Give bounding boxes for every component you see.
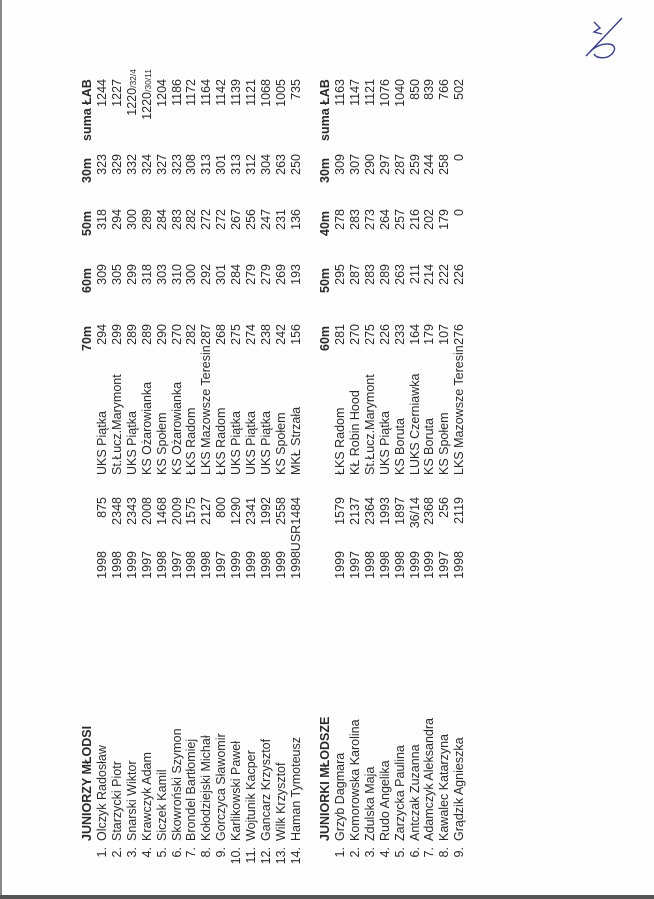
table-row	[95, 0, 110, 899]
license-number: 1897	[392, 497, 407, 525]
athlete-name: Komorowska Karolina	[347, 719, 362, 841]
club-name: KS Społem	[273, 412, 288, 475]
rank-number: 6.	[169, 847, 184, 858]
column-header: 30m	[318, 157, 332, 183]
distance-score-3: 284	[154, 209, 169, 230]
distance-score-3: 231	[273, 209, 288, 230]
total-score	[214, 79, 230, 159]
column-header: 60m	[80, 267, 94, 293]
club-name: KS Ożarowianka	[169, 381, 184, 475]
table-row	[452, 0, 467, 899]
table-row	[155, 0, 170, 899]
club-name: KS Boruta	[422, 418, 437, 475]
club-name: KS Społem	[154, 412, 169, 475]
license-number: 2364	[362, 497, 377, 525]
distance-score-3: 272	[214, 209, 229, 230]
rank-number: 3.	[124, 847, 139, 858]
license-number: 2119	[452, 497, 467, 524]
total-score	[274, 79, 290, 159]
distance-score-1: 289	[139, 324, 154, 345]
distance-score-1: 107	[437, 324, 452, 345]
distance-score-4: 258	[437, 154, 452, 175]
rank-number: 4.	[377, 847, 392, 858]
athlete-name: Siczek Kamil	[154, 769, 169, 841]
total-value: 1076	[377, 79, 392, 107]
distance-score-4: 287	[392, 154, 407, 175]
distance-score-3: 136	[288, 209, 303, 230]
table-row	[393, 0, 408, 899]
total-value: 1068	[258, 79, 273, 107]
rank-number: 6.	[407, 847, 422, 858]
rank-number: 2.	[109, 847, 124, 858]
total-value: 1005	[273, 79, 288, 107]
total-value: 766	[437, 79, 452, 100]
distance-score-2: 284	[229, 264, 244, 285]
total-value: 1147	[347, 79, 362, 106]
distance-score-1: 275	[229, 324, 244, 345]
total-value: 1244	[95, 79, 109, 107]
birth-year: 1999	[422, 551, 437, 579]
distance-score-1: 289	[124, 324, 139, 345]
total-value: 1121	[362, 79, 377, 106]
birth-year: 1998	[95, 551, 109, 579]
distance-score-2: 193	[288, 264, 303, 285]
distance-score-1: 270	[347, 324, 362, 345]
distance-score-2: 301	[214, 264, 229, 285]
table-row	[422, 0, 437, 899]
distance-score-2: 292	[199, 264, 214, 285]
distance-score-2: 318	[139, 264, 154, 285]
athlete-name: Krawczyk Adam	[139, 752, 154, 841]
birth-year: 1997	[139, 551, 154, 579]
table-row	[110, 0, 125, 899]
athlete-name: Grądzik Agnieszka	[452, 737, 467, 841]
distance-score-4: 332	[124, 154, 139, 175]
distance-score-1: 294	[95, 324, 109, 345]
club-name: St.Łucz.Marymont	[109, 374, 124, 475]
distance-score-1: 275	[362, 324, 377, 345]
total-value: 1227	[109, 79, 124, 107]
rank-number: 11.	[244, 847, 258, 864]
rank-number: 5.	[154, 847, 169, 858]
column-header: 40m	[318, 210, 332, 236]
distance-score-4: 329	[109, 154, 124, 175]
club-name: UKS Piątka	[244, 411, 258, 475]
distance-score-4: 312	[244, 154, 258, 175]
distance-score-4: 250	[288, 154, 303, 175]
distance-score-2: 226	[452, 264, 467, 285]
section-title: JUNIORKI MŁODSZE	[318, 716, 332, 841]
athlete-name: Gorczyca Sławomir	[214, 733, 229, 841]
club-name: UKS Piątka	[377, 411, 392, 475]
distance-score-1: 270	[169, 324, 184, 345]
distance-score-1: 281	[333, 324, 347, 345]
athlete-name: Brondel Bartłomiej	[184, 738, 199, 841]
total-score	[363, 79, 379, 159]
club-name: St.Łucz.Marymont	[362, 374, 377, 475]
total-value: 1164	[199, 79, 214, 106]
distance-score-2: 309	[95, 264, 109, 285]
distance-score-4: 313	[229, 154, 244, 175]
club-name: KS Boruta	[392, 418, 407, 475]
club-name: MKŁ Strzała	[288, 406, 303, 475]
distance-score-1: 238	[258, 324, 273, 345]
distance-score-3: 256	[244, 209, 258, 230]
distance-score-4: 323	[95, 154, 109, 175]
total-value: 1186	[169, 79, 184, 106]
club-name: UKS Piątka	[229, 411, 244, 475]
table-row	[229, 0, 244, 899]
rank-number: 5.	[392, 847, 407, 858]
distance-score-3: 283	[347, 209, 362, 230]
distance-score-1: 290	[154, 324, 169, 345]
distance-score-4: 259	[407, 154, 422, 175]
license-number: 1575	[184, 497, 199, 525]
rank-number: 7.	[184, 847, 199, 858]
distance-score-1: 164	[407, 324, 422, 345]
license-number: 2127	[199, 497, 214, 525]
rank-number: 12.	[258, 847, 273, 865]
total-value: 735	[288, 79, 303, 100]
license-number: 1992	[258, 497, 273, 525]
athlete-name: Antczak Zuzanna	[407, 744, 422, 841]
birth-year: 1999	[273, 551, 288, 579]
distance-score-2: 303	[154, 264, 169, 285]
athlete-name: Wojtunik Kacper	[244, 750, 258, 841]
athlete-name: Starzycki Piotr	[109, 761, 124, 841]
total-score	[437, 79, 453, 159]
distance-score-2: 214	[422, 264, 437, 285]
distance-score-2: 310	[169, 264, 184, 285]
license-number: 2009	[169, 497, 184, 525]
club-name: LKS Mazowsze Teresin	[452, 345, 467, 475]
distance-score-2: 263	[392, 264, 407, 285]
rank-number: 13.	[273, 847, 288, 865]
license-number: 1290	[229, 497, 244, 525]
rank-number: 2.	[347, 847, 362, 858]
distance-score-2: 305	[109, 264, 124, 285]
distance-score-1: 282	[184, 324, 199, 345]
athlete-name: Kawalec Katarzyna	[437, 733, 452, 841]
club-name: ŁKS Radom	[214, 407, 229, 475]
distance-score-4: 301	[214, 154, 229, 175]
table-row	[333, 0, 348, 899]
total-score	[452, 79, 468, 159]
athlete-name: Skowroński Szymon	[169, 728, 184, 841]
table-row	[244, 0, 259, 899]
total-value: 839	[422, 79, 437, 100]
athlete-name: Grzyb Dagmara	[333, 752, 347, 841]
distance-score-2: 289	[377, 264, 392, 285]
license-number: 2008	[139, 497, 154, 525]
distance-score-3: 282	[184, 209, 199, 230]
distance-score-3: 318	[95, 209, 109, 230]
distance-score-4: 323	[169, 154, 184, 175]
total-score	[348, 79, 364, 159]
rank-number: 7.	[422, 847, 437, 858]
license-number: 1993	[377, 497, 392, 525]
birth-year: 1999	[333, 551, 347, 579]
club-name: KŁ Robin Hood	[347, 390, 362, 475]
table-row	[259, 0, 274, 899]
birth-year: 1998	[199, 551, 214, 579]
distance-score-3: 294	[109, 209, 124, 230]
distance-score-4: 308	[184, 154, 199, 175]
table-row	[408, 0, 423, 899]
total-value: 1040	[392, 79, 407, 107]
distance-score-2: 283	[362, 264, 377, 285]
total-value: 850	[407, 79, 422, 100]
total-score	[95, 79, 111, 159]
total-value: 1220	[139, 92, 154, 120]
rank-number: 1.	[95, 847, 109, 858]
birth-year: 1998	[362, 551, 377, 579]
birth-year: 1999	[229, 551, 244, 579]
athlete-name: Zdulska Maja	[362, 766, 377, 841]
birth-year: 1997	[437, 551, 452, 579]
birth-year: 1998	[258, 551, 273, 579]
distance-score-3: 264	[377, 209, 392, 230]
distance-score-3: 278	[333, 209, 347, 230]
distance-score-1: 276	[452, 324, 467, 345]
distance-score-2: 269	[273, 264, 288, 285]
total-score	[155, 79, 171, 159]
distance-score-4: 0	[452, 154, 467, 161]
distance-score-4: 309	[333, 154, 347, 175]
total-score	[289, 79, 305, 159]
license-number: 1468	[154, 497, 169, 525]
athlete-name: Adamczyk Aleksandra	[422, 718, 437, 841]
distance-score-3: 0	[452, 209, 467, 216]
club-name: ŁKS Radom	[184, 407, 199, 475]
table-row	[140, 0, 155, 899]
birth-year: 1998	[452, 551, 467, 579]
athlete-name: Zarzycka Paulina	[392, 745, 407, 841]
distance-score-1: 179	[422, 324, 437, 345]
club-name: UKS Piątka	[95, 411, 109, 475]
license-number: 36/14	[407, 497, 422, 529]
total-score	[333, 79, 349, 159]
distance-score-4: 327	[154, 154, 169, 175]
rank-number: 1.	[333, 847, 347, 858]
column-header: 60m	[318, 325, 332, 351]
club-name: UKS Piątka	[258, 411, 273, 475]
distance-score-1: 156	[288, 324, 303, 345]
total-score	[422, 79, 438, 159]
distance-score-1: 268	[214, 324, 229, 345]
total-value: 1139	[229, 79, 244, 106]
athlete-name: Olczyk Radosław	[95, 745, 109, 841]
rank-number: 10.	[229, 847, 244, 865]
total-value: 502	[452, 79, 467, 100]
distance-score-3: 289	[139, 209, 154, 230]
table-row	[214, 0, 229, 899]
distance-score-2: 279	[244, 264, 258, 285]
birth-year: 1997	[214, 551, 229, 579]
birth-year: 1998	[377, 551, 392, 579]
distance-score-2: 279	[258, 264, 273, 285]
table-row	[363, 0, 378, 899]
license-number: 2343	[124, 497, 139, 525]
license-number: USR1484	[288, 497, 303, 552]
birth-year: 1999	[124, 551, 139, 579]
total-score	[140, 69, 156, 149]
license-number: 2341	[244, 497, 258, 525]
athlete-name: Wilk Krzysztof	[273, 762, 288, 841]
total-value: 1172	[184, 79, 199, 106]
total-score	[408, 79, 424, 159]
distance-score-3: 273	[362, 209, 377, 230]
total-value: 1142	[214, 79, 229, 106]
distance-score-1: 299	[109, 324, 124, 345]
distance-score-2: 211	[407, 264, 422, 284]
total-score	[199, 79, 215, 159]
total-score	[110, 79, 126, 159]
column-header: 70m	[80, 325, 94, 351]
license-number: 2558	[273, 497, 288, 525]
distance-score-1: 274	[244, 324, 258, 345]
athlete-name: Karlikowski Paweł	[229, 740, 244, 841]
distance-score-1: 226	[377, 324, 392, 345]
total-score	[244, 79, 260, 159]
license-number: 256	[437, 497, 452, 518]
distance-score-4: 290	[362, 154, 377, 175]
table-row	[437, 0, 452, 899]
license-number: 1579	[333, 497, 347, 525]
tiebreak-note: /32/4	[127, 69, 138, 88]
rank-number: 8.	[437, 847, 452, 858]
distance-score-2: 222	[437, 264, 452, 285]
table-row	[184, 0, 199, 899]
license-number: 875	[95, 497, 109, 518]
distance-score-3: 283	[169, 209, 184, 230]
total-score	[259, 79, 275, 159]
club-name: KS Ożarowianka	[139, 381, 154, 475]
distance-score-1: 233	[392, 324, 407, 345]
rank-number: 4.	[139, 847, 154, 858]
column-header: suma ŁAB	[80, 79, 94, 141]
table-row	[274, 0, 289, 899]
distance-score-2: 295	[333, 264, 347, 285]
distance-score-3: 202	[422, 209, 437, 230]
distance-score-2: 300	[184, 264, 199, 285]
distance-score-4: 304	[258, 154, 273, 175]
birth-year: 1997	[169, 551, 184, 579]
athlete-name: Snarski Wiktor	[124, 760, 139, 841]
athlete-name: Haman Tymoteusz	[288, 737, 303, 841]
total-score	[378, 79, 394, 159]
athlete-name: Kołodziejski Michał	[199, 735, 214, 841]
birth-year: 1999	[244, 551, 258, 579]
total-value: 1163	[333, 79, 347, 106]
birth-year: 1998	[109, 551, 124, 579]
license-number: 2137	[347, 497, 362, 525]
rank-number: 8.	[199, 847, 214, 858]
table-row	[170, 0, 185, 899]
column-header: 50m	[80, 210, 94, 236]
total-score	[393, 79, 409, 159]
license-number: 2348	[109, 497, 124, 525]
club-name: LKS Mazowsze Teresin	[199, 345, 214, 475]
table-row	[125, 0, 140, 899]
total-score	[184, 79, 200, 159]
distance-score-3: 257	[392, 209, 407, 230]
distance-score-4: 263	[273, 154, 288, 175]
rank-number: 9.	[214, 847, 229, 858]
distance-score-2: 287	[347, 264, 362, 285]
total-value: 1204	[154, 79, 169, 107]
birth-year: 1997	[347, 551, 362, 579]
distance-score-3: 272	[199, 209, 214, 230]
birth-year: 1999	[407, 551, 422, 579]
athlete-name: Rudo Angelika	[377, 760, 392, 841]
tiebreak-note: /30/11	[142, 69, 153, 93]
column-header: 30m	[80, 157, 94, 183]
distance-score-3: 267	[229, 209, 244, 230]
rank-number: 9.	[452, 847, 467, 858]
distance-score-1: 287	[199, 324, 214, 345]
club-name: LUKS Czerniawka	[407, 373, 422, 475]
table-row	[289, 0, 304, 899]
distance-score-3: 179	[437, 209, 452, 230]
license-number: 800	[214, 497, 229, 518]
table-row	[199, 0, 214, 899]
total-value: 1220	[124, 87, 139, 116]
distance-score-4: 297	[377, 154, 392, 175]
column-header: 50m	[318, 267, 332, 293]
rank-number: 14.	[288, 847, 303, 865]
club-name: KS Społem	[437, 412, 452, 475]
total-value: 1121	[244, 79, 258, 106]
total-score	[170, 79, 186, 159]
total-score	[229, 79, 245, 159]
distance-score-4: 324	[139, 154, 154, 175]
club-name: UKS Piątka	[124, 411, 139, 475]
distance-score-1: 242	[273, 324, 288, 345]
birth-year: 1998	[184, 551, 199, 579]
table-row	[348, 0, 363, 899]
license-number: 2368	[422, 497, 437, 525]
birth-year: 1998	[154, 551, 169, 579]
birth-year: 1998	[392, 551, 407, 579]
total-score	[125, 69, 141, 149]
distance-score-3: 216	[407, 209, 422, 230]
distance-score-4: 244	[422, 154, 437, 175]
birth-year: 1998	[288, 551, 303, 579]
distance-score-4: 313	[199, 154, 214, 175]
club-name: ŁKS Radom	[333, 407, 347, 475]
athlete-name: Gancarz Krzysztof	[258, 738, 273, 841]
distance-score-3: 247	[258, 209, 273, 230]
section-title: JUNIORZY MŁODSI	[80, 725, 94, 841]
rank-number: 3.	[362, 847, 377, 858]
distance-score-4: 307	[347, 154, 362, 175]
column-header: suma ŁAB	[318, 79, 332, 141]
distance-score-3: 300	[124, 209, 139, 230]
distance-score-2: 299	[124, 264, 139, 285]
table-row	[378, 0, 393, 899]
